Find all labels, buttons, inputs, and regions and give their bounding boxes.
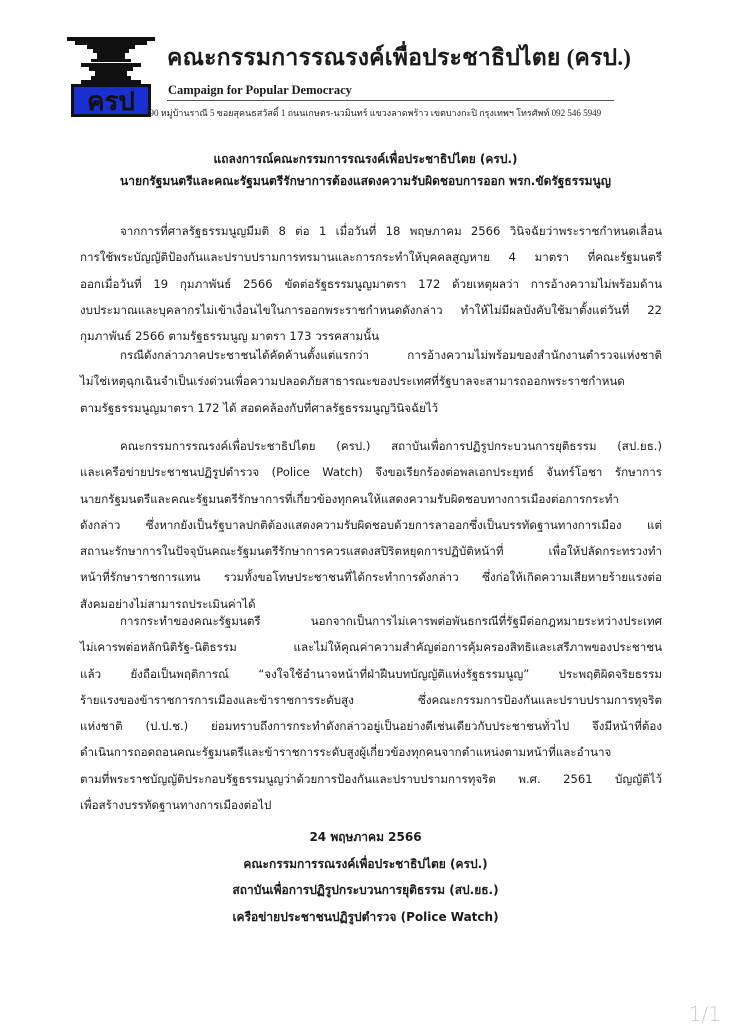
text-line: คณะกรรมการรณรงค์เพื่อประชาธิปไตย (ครป.) สถาบันเพื่อการปฏิรูปกระบวนการยุติธรรม (สป.ยธ.) bbox=[120, 439, 662, 453]
signatory-krp: คณะกรรมการรณรงค์เพื่อประชาธิปไตย (ครป.) bbox=[243, 856, 488, 871]
org-name-thai: คณะกรรมการรณรงค์เพื่อประชาธิปไตย (ครป.) bbox=[167, 45, 632, 70]
text-line: หน้าที่รักษาราชการแทน รวมทั้งขอโทษประชาชนที่ได้กระทำการดังกล่าว ซึ่งก่อให้เกิดความเสียหายร้ายแรงต่อ bbox=[80, 570, 662, 585]
statement-date: 24 พฤษภาคม 2566 bbox=[309, 830, 422, 844]
header-divider bbox=[167, 100, 614, 101]
org-name-english: Campaign for Popular Democracy bbox=[168, 83, 352, 97]
text-line: ร้ายแรงของข้าราชการการเมืองและข้าราชการระดับสูง ซึ่งคณะกรรมการป้องกันและปราบปรามการทุจริต bbox=[80, 692, 662, 707]
text-line: เพื่อสร้างบรรทัดฐานทางการเมืองต่อไป bbox=[80, 798, 272, 813]
statement-subtitle: นายกรัฐมนตรีและคณะรัฐมนตรีรักษาการต้องแสดงความรับผิดชอบการออก พรก.ขัดรัฐธรรมนูญ bbox=[120, 174, 611, 188]
text-line: งบประมาณและบุคลากรไม่เข้าเงื่อนไขในการออกพระราชกำหนดดังกล่าว ทำให้ไม่มีผลบังคับใช้มาตั้งแต่วันที่ 22 bbox=[80, 302, 662, 317]
text-line: นายกรัฐมนตรีและคณะรัฐมนตรีรักษาการที่เกี่ยวข้องทุกคนให้แสดงความรับผิดชอบทางการเมืองต่อการกระทำ bbox=[80, 491, 619, 506]
krp-logo-icon bbox=[67, 37, 155, 119]
text-line: ดังกล่าว ซึ่งหากยังเป็นรัฐบาลปกติต้องแสดงความรับผิดชอบด้วยการลาออกซึ่งเป็นบรรทัดฐานทางการเมือง แต่ bbox=[80, 517, 662, 532]
text-line: ไม่เคารพต่อหลักนิติรัฐ-นิติธรรม และไม่ให้คุณค่าความสำคัญต่อการคุ้มครองสิทธิและเสรีภาพของประชาชน bbox=[80, 640, 662, 655]
text-line: แล้ว ยังถือเป็นพฤติการณ์ “จงใจใช้อำนาจหน้าที่ฝ่าฝืนบทบัญญัติแห่งรัฐธรรมนูญ” ประพฤติผิดจริยธรรม bbox=[80, 666, 662, 681]
page-indicator: 1/1 bbox=[688, 1002, 721, 1026]
paragraph-2 bbox=[80, 342, 662, 421]
text-line: ไม่ใช่เหตุฉุกเฉินจำเป็นเร่งด่วนเพื่อความปลอดภัยสาธารณะของประเทศที่รัฐบาลจะสามารถออกพระราชกำหนด bbox=[80, 374, 625, 389]
text-line: สังคมอย่างไม่สามารถประเมินค่าได้ bbox=[80, 596, 256, 611]
text-line: สถานะรักษาการในปัจจุบันคณะรัฐมนตรีรักษาการควรแสดงสปิริตหยุดการปฏิบัติหน้าที่ เพื่อให้ปลัดกระทรวงทำ bbox=[80, 544, 662, 559]
paragraph-4 bbox=[80, 608, 662, 818]
paragraph-3 bbox=[80, 433, 662, 617]
signatory-spyt: สถาบันเพื่อการปฏิรูปกระบวนการยุติธรรม (สป.ยธ.) bbox=[232, 883, 499, 897]
text-line: กรณีดังกล่าวภาคประชาชนได้คัดค้านตั้งแต่แรกว่า การอ้างความไม่พร้อมของสำนักงานตำรวจแห่งชาติ bbox=[120, 348, 662, 362]
text-line: และเครือข่ายประชาชนปฏิรูปตำรวจ (Police Watch) จึงขอเรียกร้องต่อพลเอกประยุทธ์ จันทร์โอชา รักษาการ bbox=[80, 465, 662, 480]
text-line: ออกเมื่อวันที่ 19 กุมภาพันธ์ 2566 ขัดต่อรัฐธรรมนูญมาตรา 172 ด้วยเหตุผลว่า การอ้างความไม่พร้อมด้าน bbox=[80, 276, 662, 291]
signature-block bbox=[0, 824, 731, 930]
text-line: การกระทำของคณะรัฐมนตรี นอกจากเป็นการไม่เคารพต่อพันธกรณีที่รัฐมีต่อกฎหมายระหว่างประเทศ bbox=[120, 614, 662, 628]
text-line: ดำเนินการถอดถอนคณะรัฐมนตรีและข้าราชการระดับสูงผู้เกี่ยวข้องทุกคนจากตำแหน่งตามหน้าที่และอำนาจ bbox=[80, 745, 612, 760]
logo-text: ครป bbox=[87, 87, 135, 117]
statement-title: แถลงการณ์คณะกรรมการรณรงค์เพื่อประชาธิปไตย (ครป.) bbox=[213, 152, 518, 166]
paragraph-1 bbox=[80, 218, 662, 349]
text-line: กุมภาพันธ์ 2566 ตามรัฐธรรมนูญ มาตรา 173 วรรคสามนั้น bbox=[80, 329, 380, 344]
text-line: การใช้พระบัญญัติป้องกันและปราบปรามการทรมานและการกระทำให้บุคคลสูญหาย 4 มาตรา ที่คณะรัฐมนตรี bbox=[80, 250, 662, 265]
text-line: ตามรัฐธรรมนูญมาตรา 172 ได้ สอดคล้องกับที่ศาลรัฐธรรมนูญวินิจฉัยไว้ bbox=[80, 400, 439, 415]
signatory-police-watch: เครือข่ายประชาชนปฏิรูปตำรวจ (Police Watch) bbox=[232, 909, 499, 924]
text-line: ตามที่พระราชบัญญัติประกอบรัฐธรรมนูญว่าด้วยการป้องกันและปราบปรามการทุจริต พ.ศ. 2561 บัญญัติไว้ bbox=[80, 771, 662, 786]
text-line: จากการที่ศาลรัฐธรรมนูญมีมติ 8 ต่อ 1 เมื่อวันที่ 18 พฤษภาคม 2566 วินิจฉัยว่าพระราชกำหนดเลื่อน bbox=[120, 224, 662, 238]
text-line: แห่งชาติ (ป.ป.ช.) ย่อมทราบถึงการกระทำดังกล่าวอยู่เป็นอย่างดีเช่นเดียวกับประชาชนทั่วไป จึงมีหน้าที่ต้อง bbox=[80, 719, 662, 734]
org-address: 390 หมู่บ้านราณี 5 ซอยสุคนธสวัสดิ์ 1 ถนนเกษตร-นวมินทร์ แขวงลาดพร้าว เขตบางกะปิ กรุงเทพฯ โทรศัพท์ 092 546 5949 bbox=[145, 108, 602, 118]
